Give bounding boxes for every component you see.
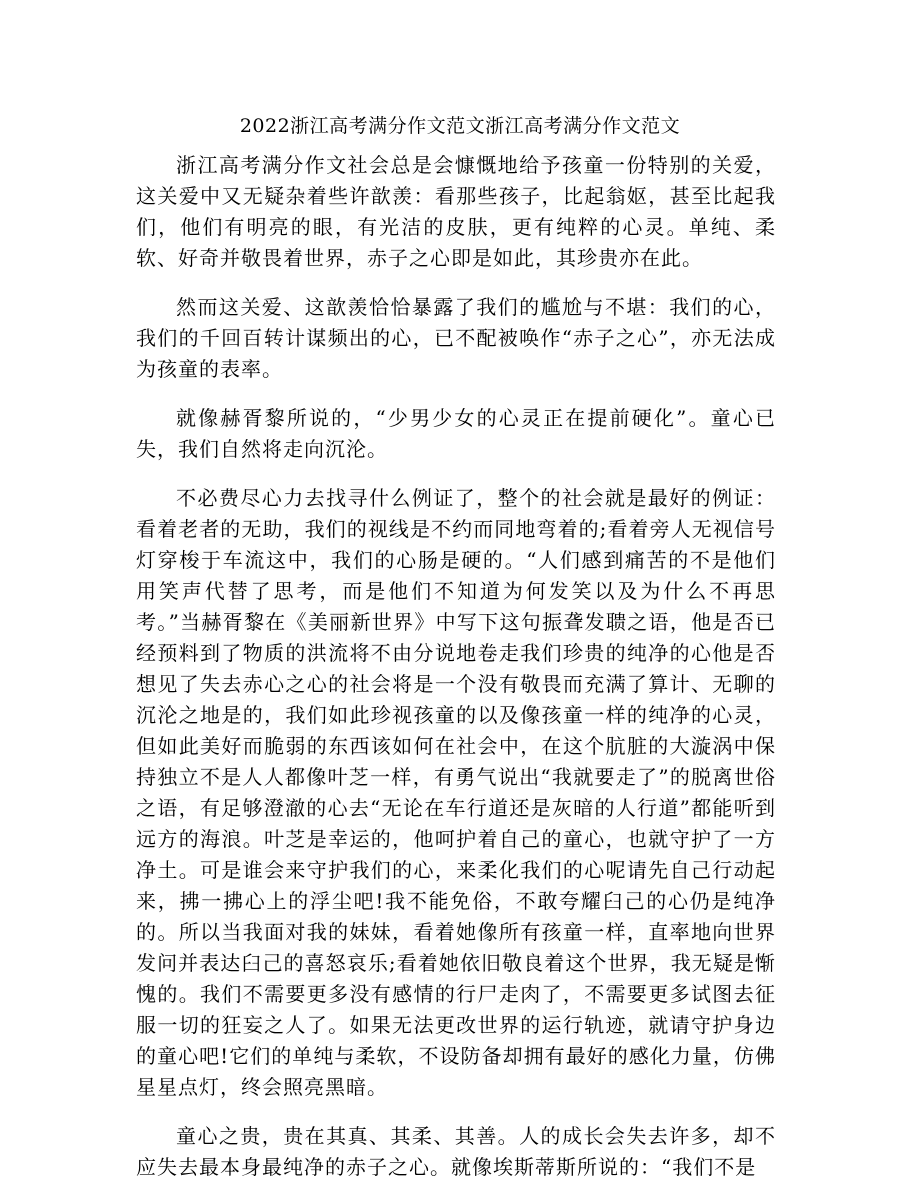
paragraph: 浙江高考满分作文社会总是会慷慨地给予孩童一份特别的关爱，这关爱中又无疑杂着些许歆羡：看那些孩子，比起翁妪，甚至比起我们，他们有明亮的眼，有光洁的皮肤，更有纯粹的心灵。单纯、柔软、好奇并敬畏着世界，赤子之心即是如此，其珍贵亦在此。 xyxy=(136,153,776,270)
document-body xyxy=(136,150,776,1201)
paragraph: 就像赫胥黎所说的，“少男少女的心灵正在提前硬化”。童心已失，我们自然将走向沉沦。 xyxy=(136,406,776,461)
paragraph: 不必费尽心力去找寻什么例证了，整个的社会就是最好的例证：看着老者的无助，我们的视线是不约而同地弯着的;看着旁人无视信号灯穿梭于车流这中，我们的心肠是硬的。“人们感到痛苦的不是他们用笑声代替了思考，而是他们不知道为何发笑以及为什么不再思考。”当赫胥黎在《美丽新世界》中写下这句振聋发聩之语，他是否已经预料到了物质的洪流将不由分说地卷走我们珍贵的纯净的心他是否想见了失去赤心之心的社会将是一个没有敬畏而充满了算计、无聊的沉沦之地是的，我们如此珍视孩童的以及像孩童一样的纯净的心灵，但如此美好而脆弱的东西该如何在社会中，在这个肮脏的大漩涡中保持独立不是人人都像叶芝一样，有勇气说出“我就要走了”的脱离世俗之语，有足够澄澈的心去“无论在车行道还是灰暗的人行道”都能听到远方的海浪。叶芝是幸运的，他呵护着自己的童心，也就守护了一方净土。可是谁会来守护我们的心，来柔化我们的心呢请先自己行动起来，拂一拂心上的浮尘吧!我不能免俗，不敢夸耀臼己的心仍是纯净的。所以当我面对我的妹妹，看着她像所有孩童一样，直率地向世界发问并表达臼己的喜怒哀乐;看着她依旧敬良着这个世界，我无疑是惭愧的。我们不需要更多没有感情的行尸走肉了，不需要更多试图去征服一切的狂妄之人了。如果无法更改世界的运行轨迹，就请守护身边的童心吧!它们的单纯与柔软，不设防备却拥有最好的感化力量，仿佛星星点灯，终会照亮黑暗。 xyxy=(136,486,776,1099)
document-title: 2022浙江高考满分作文范文浙江高考满分作文范文 xyxy=(239,115,681,137)
paragraph: 然而这关爱、这歆羡恰恰暴露了我们的尴尬与不堪：我们的心，我们的千回百转计谋频出的心，已不配被唤作“赤子之心”，亦无法成为孩童的表率。 xyxy=(136,295,776,381)
paragraph: 童心之贵，贵在其真、其柔、其善。人的成长会失去许多，却不应失去最本身最纯净的赤子之心。就像埃斯蒂斯所说的：“我们不是 xyxy=(136,1124,776,1179)
